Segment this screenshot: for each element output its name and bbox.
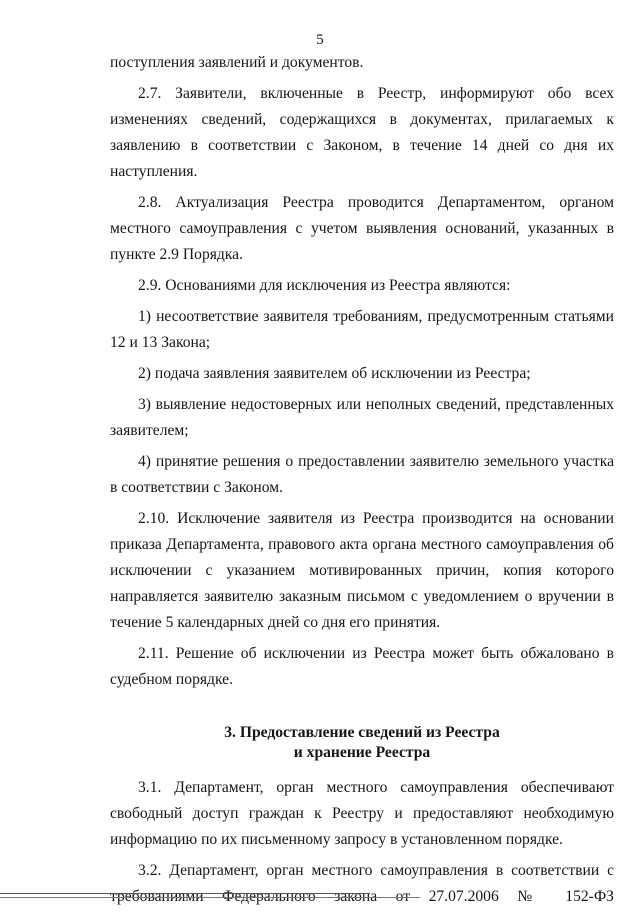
paragraph-2-10: 2.10. Исключение заявителя из Реестра производится на основании приказа Департамента, правового акта органа местного самоуправления об исключении с указанием мотивированных причин, копия которого направляется заявителю заказным письмом с уведомлением о вручении в течение 5 календарных дней со дня его принятия. (110, 510, 614, 631)
paragraph-3-1: 3.1. Департамент, орган местного самоуправления обеспечивают свободный доступ граждан к Реестру и предоставляют необходимую информацию по их письменному запросу в установленном порядке. (110, 779, 614, 848)
section-3-heading-line2: и хранение Реестра (293, 744, 431, 761)
list-item-3: 3) выявление недостоверных или неполных сведений, представленных заявителем; (110, 396, 614, 439)
paragraph-2-11: 2.11. Решение об исключении из Реестра может быть обжаловано в судебном порядке. (110, 645, 614, 688)
document-body (110, 50, 614, 915)
section-3-heading (110, 723, 614, 763)
page-number: 5 (316, 32, 324, 48)
section-3-heading-line1: 3. Предоставление сведений из Реестра (224, 724, 500, 741)
footer-rule-secondary (0, 897, 420, 898)
footer-rule (0, 893, 370, 894)
list-item-4: 4) принятие решения о предоставлении заявителю земельного участка в соответствии с Законом. (110, 453, 614, 496)
paragraph-2-7: 2.7. Заявители, включенные в Реестр, информируют обо всех изменениях сведений, содержащихся в документах, прилагаемых к заявлению в соответствии с Законом, в течение 14 дней со дня их наступления. (110, 85, 614, 180)
paragraph-continuation: поступления заявлений и документов. (110, 54, 364, 71)
list-item-2: 2) подача заявления заявителем об исключении из Реестра; (138, 365, 531, 382)
list-item-1: 1) несоответствие заявителя требованиям, предусмотренным статьями 12 и 13 Закона; (110, 308, 614, 351)
paragraph-3-2: 3.2. Департамент, орган местного самоуправления в соответствии с требованиями Федерального закона от 27.07.2006 № 152-ФЗ (110, 862, 614, 905)
paragraph-2-8: 2.8. Актуализация Реестра проводится Департаментом, органом местного самоуправления с учетом выявления оснований, указанных в пункте 2.9 Порядка. (110, 194, 614, 263)
paragraph-2-9: 2.9. Основаниями для исключения из Реестра являются: (138, 277, 511, 294)
